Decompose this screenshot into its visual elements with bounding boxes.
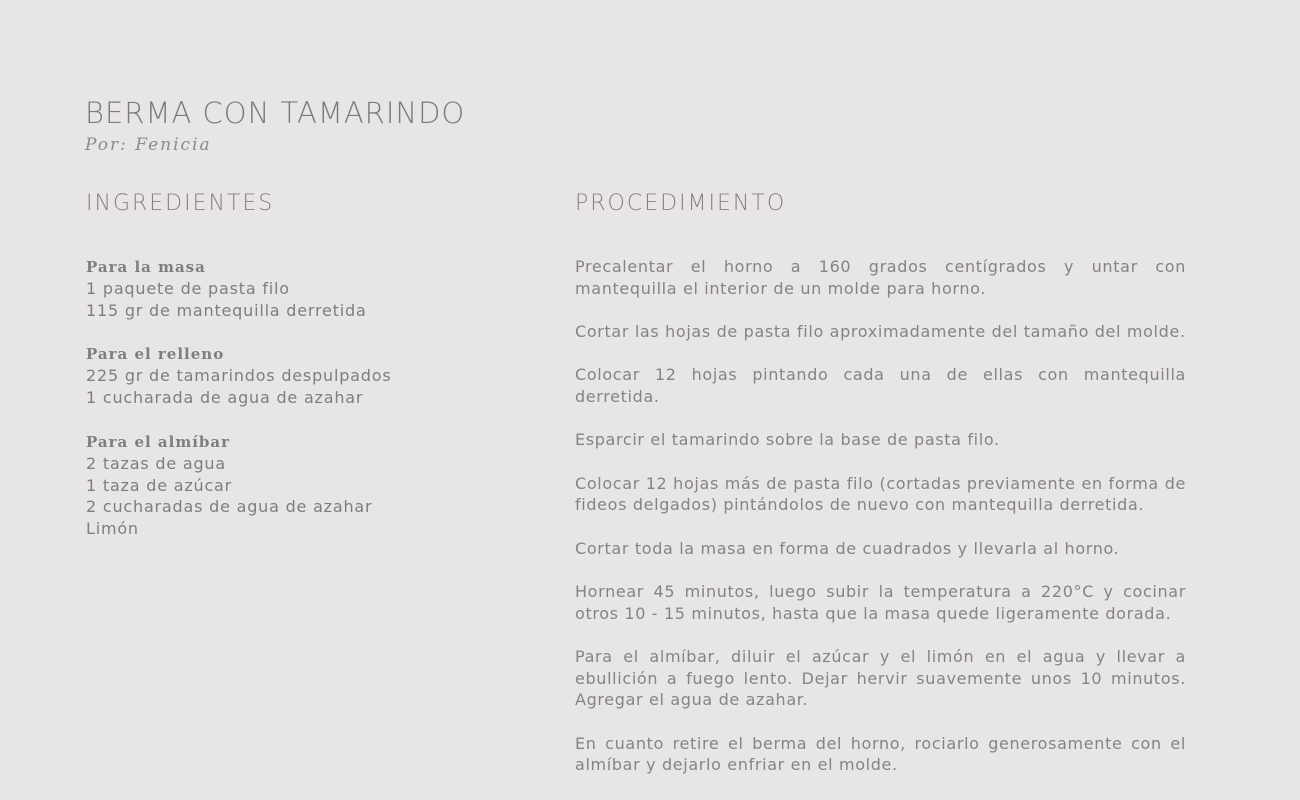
procedure-heading: PROCEDIMIENTO	[575, 191, 787, 216]
ingredient-item: 2 tazas de agua	[86, 453, 226, 473]
ingredient-group-relleno	[86, 343, 516, 408]
procedure-step: Precalentar el horno a 160 grados centígrados y untar con mantequilla el interior de un molde para horno.	[575, 257, 1186, 298]
ingredient-item: 1 paquete de pasta filo	[86, 279, 290, 298]
ingredient-group-title: Para el relleno	[86, 345, 225, 364]
procedure-step: Hornear 45 minutos, luego subir la temperatura a 220°C y cocinar otros 10 - 15 minutos, hasta que la masa quede ligeramente dorada.	[575, 581, 1186, 623]
procedure-step: Cortar toda la masa en forma de cuadrados y llevarla al horno.	[575, 538, 1120, 558]
procedure-step: Esparcir el tamarindo sobre la base de pasta filo.	[575, 430, 1000, 450]
recipe-byline: Por: Fenicia	[85, 135, 212, 155]
procedure-section	[575, 189, 1186, 798]
ingredients-section	[86, 189, 516, 562]
ingredient-item: 115 gr de mantequilla derretida	[86, 300, 367, 320]
ingredient-group-title: Para el almíbar	[86, 432, 231, 451]
procedure-step: En cuanto retire el berma del horno, rociarlo generosamente con el almíbar y dejarlo enfriar en el molde.	[575, 733, 1186, 775]
procedure-step: Colocar 12 hojas más de pasta filo (cortadas previamente en forma de fideos delgados) pintándolos de nuevo con mantequilla derretida.	[575, 473, 1186, 515]
ingredient-item: 1 taza de azúcar	[86, 475, 233, 495]
ingredient-group-almibar	[86, 431, 516, 540]
procedure-step: Para el almíbar, diluir el azúcar y el limón en el agua y llevar a ebullición a fuego lento. Dejar hervir suavemente unos 10 minutos. Agregar el agua de azahar.	[575, 646, 1186, 710]
ingredient-item: Limón	[86, 518, 139, 538]
ingredient-item: 1 cucharada de agua de azahar	[86, 388, 364, 408]
recipe-header	[85, 94, 465, 156]
ingredient-item: 2 cucharadas de agua de azahar	[86, 497, 373, 517]
ingredient-group-masa	[86, 256, 516, 321]
ingredient-item: 225 gr de tamarindos despulpados	[86, 366, 392, 386]
ingredients-heading: INGREDIENTES	[86, 191, 275, 216]
ingredient-group-title: Para la masa	[86, 258, 206, 276]
procedure-step: Cortar las hojas de pasta filo aproximadamente del tamaño del molde.	[575, 322, 1186, 341]
recipe-title: BERMA CON TAMARINDO	[85, 96, 466, 130]
procedure-step: Colocar 12 hojas pintando cada una de ellas con mantequilla derretida.	[575, 365, 1186, 406]
